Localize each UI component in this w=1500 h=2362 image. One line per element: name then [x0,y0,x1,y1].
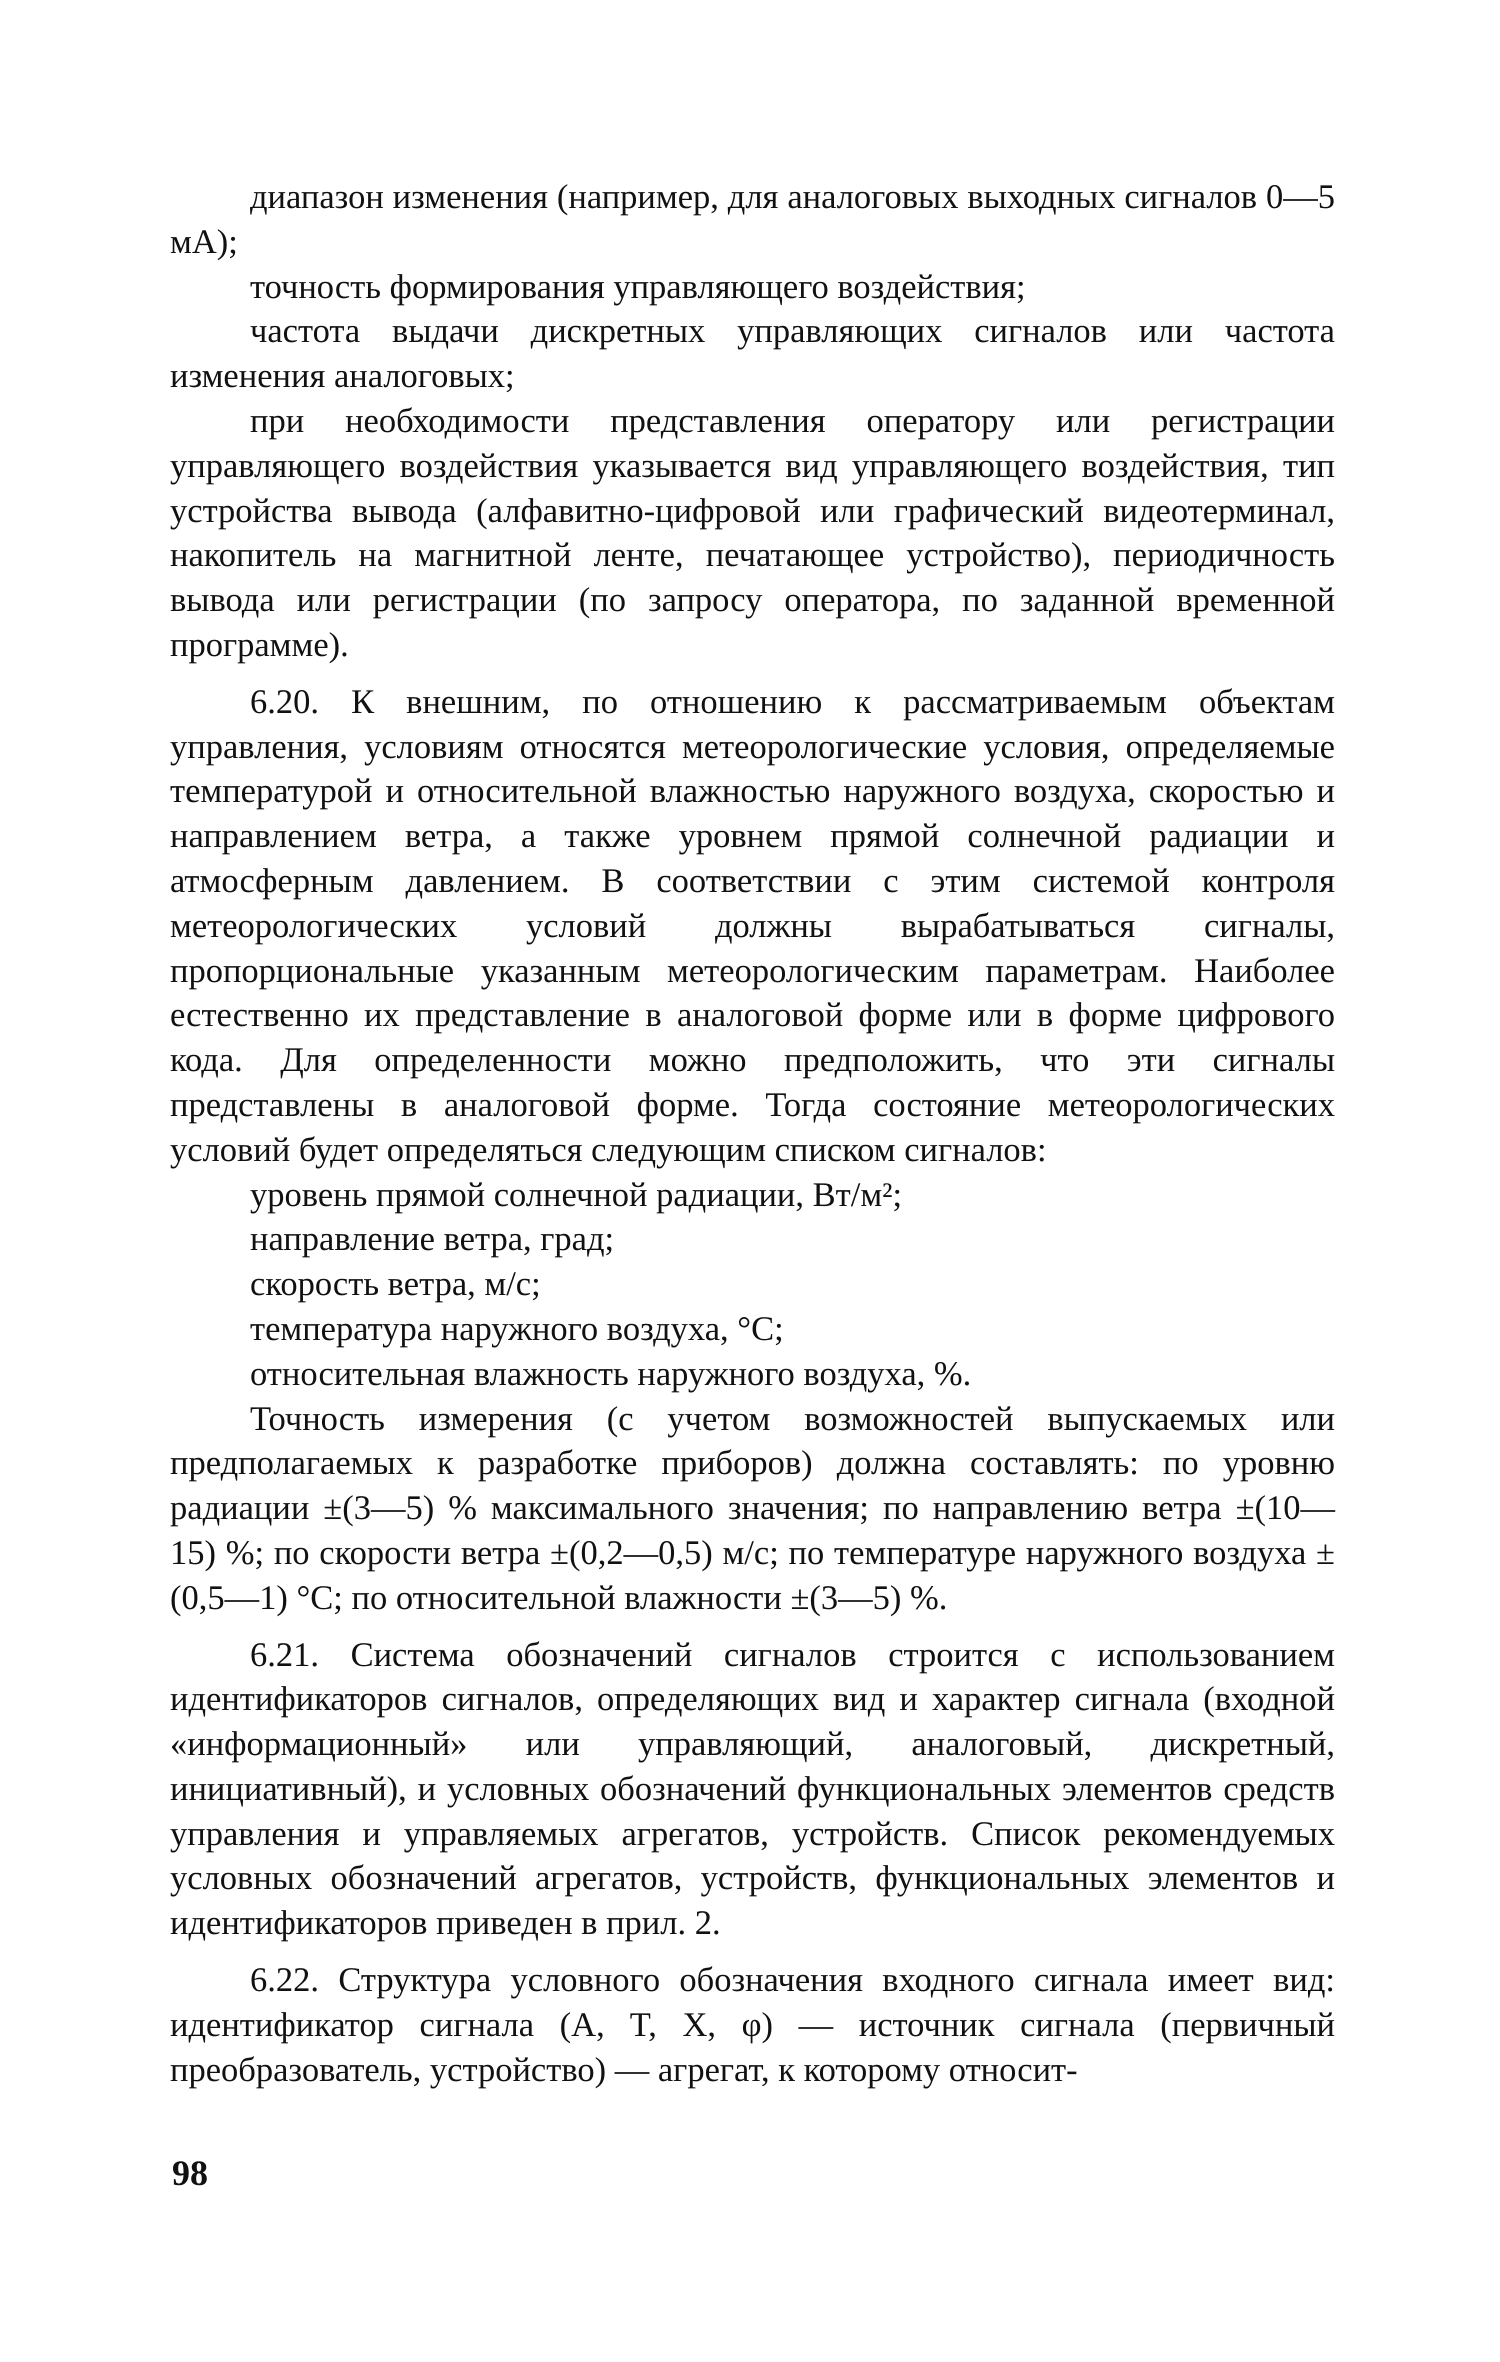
paragraph-output: при необходимости представления оператору или регистрации управляющего воздействия указывается вид управляющего воздействия, тип устройства вывода (алфавитно-цифровой или графический видеотерминал, накопитель на магнитной ленте, печатающее устройство), периодичность вывода или регистрации (по запросу оператора, по заданной временной программе). [170,401,1335,664]
paragraph-range: диапазон изменения (например, для аналоговых выходных сигналов 0—5 мА); [170,178,1335,261]
page-number: 98 [172,2153,208,2193]
list-item-temperature: температура наружного воздуха, °С; [250,1309,784,1348]
paragraph-section-6-21: 6.21. Система обозначений сигналов строится с использованием идентификаторов сигналов, определяющих вид и характер сигнала (входной «информационный» или управляющий, аналоговый, дискретный, инициативный), и условных обозначений функциональных элементов средств управления и управляемых агрегатов, устройств. Список рекомендуемых условных обозначений агрегатов, устройств, функциональных элементов и идентификаторов приведен в прил. 2. [170,1635,1335,1943]
paragraph-accuracy: точность формирования управляющего воздействия; [250,267,1026,306]
list-item-wind-speed: скорость ветра, м/с; [250,1265,541,1304]
list-item-wind-direction: направление ветра, град; [250,1220,615,1259]
paragraph-measurement-accuracy: Точность измерения (с учетом возможностей выпускаемых или предполагаемых к разработке приборов) должна составлять: по уровню радиации ±(3—5) % максимального значения; по направлению ветра ±(10—15) %; по скорости ветра ±(0,2—0,5) м/с; по температуре наружного воздуха ±(0,5—1) °С; по относительной влажности ±(3—5) %. [170,1399,1335,1617]
list-item-radiation: уровень прямой солнечной радиации, Вт/м²; [250,1175,903,1214]
paragraph-frequency: частота выдачи дискретных управляющих сигналов или частота изменения аналоговых; [170,312,1335,396]
paragraph-section-6-20: 6.20. К внешним, по отношению к рассматриваемым объектам управления, условиям относятся метеорологические условия, определяемые температурой и относительной влажностью наружного воздуха, скоростью и направлением ветра, а также уровнем прямой солнечной радиации и атмосферным давлением. В соответствии с этим системой контроля метеорологических условий должны вырабатываться сигналы, пропорциональные указанным метеорологическим параметрам. Наиболее естественно их представление в аналоговой форме или в форме цифрового кода. Для определенности можно предположить, что эти сигналы представлены в аналоговой форме. Тогда состояние метеорологических условий будет определяться следующим списком сигналов: [170,682,1335,1169]
list-item-humidity: относительная влажность наружного воздуха, %. [250,1354,972,1393]
paragraph-section-6-22: 6.22. Структура условного обозначения входного сигнала имеет вид: идентификатор сигнала (A, T, X, φ) — источник сигнала (первичный преобразователь, устройство) — агрегат, к которому относит- [170,1961,1335,2089]
page-body [170,175,1335,2092]
